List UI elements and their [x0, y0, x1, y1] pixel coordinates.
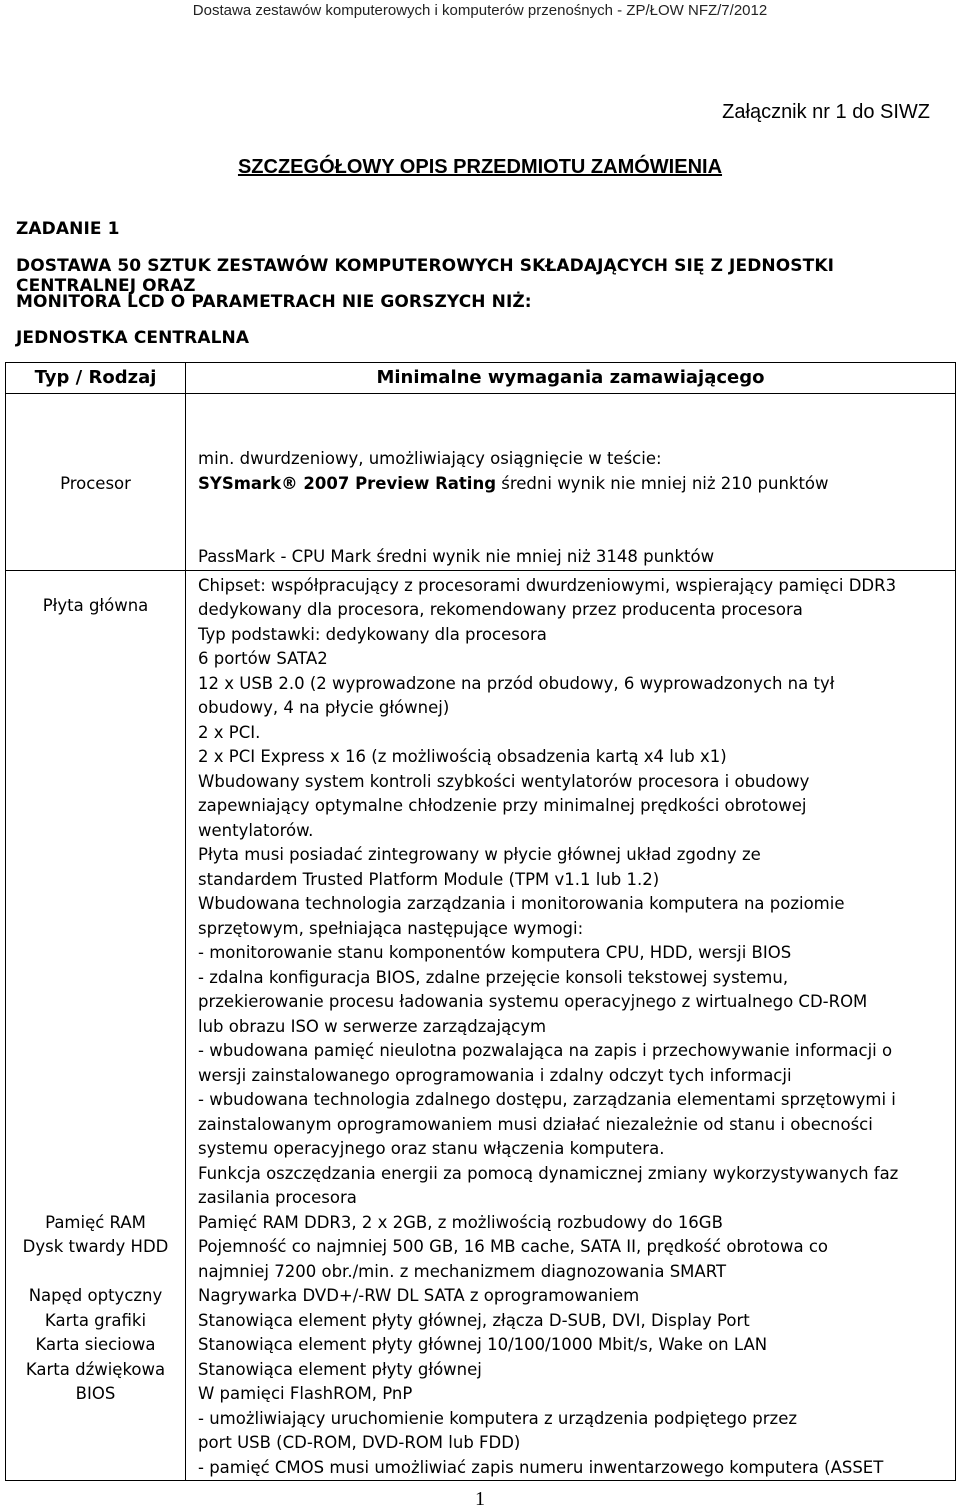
plyta-line: Chipset: współpracujący z procesorami dwurdzeniowymi, wspierający pamięci DDR3 — [198, 575, 897, 595]
plyta-line: wersji zainstalowanego oprogramowania i zdalny odczyt tych informacji — [198, 1065, 792, 1085]
network-requirement: Stanowiąca element płyty głównej 10/100/1000 Mbit/s, Wake on LAN — [198, 1335, 768, 1354]
row-label-optical: Napęd optyczny — [28, 1286, 163, 1305]
plyta-line: 6 portów SATA2 — [198, 649, 328, 668]
row-label-blank — [6, 1431, 185, 1456]
col-type-header: Typ / Rodzaj — [6, 363, 186, 394]
row-label-gpu: Karta grafiki — [44, 1310, 147, 1330]
row-label-procesor: Procesor — [60, 474, 131, 493]
plyta-line: Funkcja oszczędzania energii za pomocą dynamicznej zmiany wykorzystywanych faz — [198, 1163, 899, 1183]
row-label-network: Karta sieciowa — [35, 1335, 156, 1354]
plyta-line: zapewniający optymalne chłodzenie przy minimalnej prędkości obrotowej — [198, 796, 807, 815]
bios-requirement-cont: - pamięć CMOS musi umożliwiać zapis numeru inwentarzowego komputera (ASSET — [198, 1457, 884, 1477]
annex-label: Załącznik nr 1 do SIWZ — [722, 101, 930, 123]
plyta-line: lub obrazu ISO w serwerze zarządzającym — [198, 1016, 547, 1036]
plyta-line: zainstalowanym oprogramowaniem musi działać niezależnie od stanu i obecności — [198, 1114, 873, 1134]
sound-requirement: Stanowiąca element płyty głównej — [198, 1359, 482, 1379]
plyta-line: - wbudowana pamięć nieulotna pozwalająca na zapis i przechowywanie informacji o — [198, 1041, 893, 1060]
plyta-line: 12 x USB 2.0 (2 wyprowadzone na przód obudowy, 6 wyprowadzonych na tył — [198, 673, 835, 693]
sysmark-requirement: średni wynik nie mniej niż 210 punktów — [496, 473, 829, 493]
row-label-bios: BIOS — [75, 1384, 116, 1403]
plyta-requirements — [186, 570, 956, 1211]
plyta-line: dedykowany dla procesora, rekomendowany przez producenta procesora — [198, 600, 803, 619]
procesor-line-1: min. dwurdzeniowy, umożliwiający osiągnięcie w teście: — [198, 449, 662, 468]
intro-line-1: DOSTAWA 50 SZTUK ZESTAWÓW KOMPUTEROWYCH SKŁADAJĄCYCH SIĘ Z JEDNOSTKI CENTRALNEJ ORAZ — [16, 256, 835, 296]
plyta-line: 2 x PCI Express x 16 (z możliwością obsadzenia kartą x4 lub x1) — [198, 747, 727, 766]
plyta-line: Wbudowany system kontroli szybkości wentylatorów procesora i obudowy — [198, 771, 810, 791]
hdd-requirement: Pojemność co najmniej 500 GB, 16 MB cache, SATA II, prędkość obrotowa co — [198, 1237, 828, 1256]
procesor-line-3: PassMark - CPU Mark średni wynik nie mniej niż 3148 punktów — [198, 547, 715, 566]
plyta-line: Płyta musi posiadać zintegrowany w płycie głównej układ zgodny ze — [198, 845, 761, 864]
optical-requirement: Nagrywarka DVD+/-RW DL SATA z oprogramowaniem — [198, 1286, 640, 1305]
plyta-line: obudowy, 4 na płycie głównej) — [198, 698, 450, 717]
plyta-line: sprzętowym, spełniająca następujące wymogi: — [198, 918, 584, 938]
plyta-line: - monitorowanie stanu komponentów komputera CPU, HDD, wersji BIOS — [198, 943, 792, 962]
procesor-line-2 — [198, 472, 949, 497]
bios-requirement: W pamięci FlashROM, PnP — [198, 1384, 413, 1403]
bios-requirement-cont: port USB (CD-ROM, DVD-ROM lub FDD) — [198, 1433, 521, 1452]
row-label-hdd: Dysk twardy HDD — [22, 1237, 169, 1256]
plyta-line: wentylatorów. — [198, 820, 314, 840]
plyta-line: 2 x PCI. — [198, 722, 261, 742]
table-row-plyta — [6, 570, 956, 1211]
row-label-ram: Pamięć RAM — [45, 1212, 146, 1232]
plyta-line: standardem Trusted Platform Module (TPM v1.1 lub 1.2) — [198, 869, 660, 889]
row-label-blank — [6, 1260, 185, 1285]
plyta-line: systemu operacyjnego oraz stanu włączenia komputera. — [198, 1139, 665, 1158]
task-heading: ZADANIE 1 — [16, 219, 120, 239]
plyta-line: Wbudowana technologia zarządzania i monitorowania komputera na poziomie — [198, 894, 845, 913]
plyta-line: zasilania procesora — [198, 1188, 357, 1207]
running-header: Dostawa zestawów komputerowych i komputerów przenośnych - ZP/ŁOW NFZ/7/2012 — [192, 2, 768, 19]
bios-requirement-cont: - umożliwiający uruchomienie komputera z urządzenia podpiętego przez — [198, 1408, 798, 1428]
row-label-blank — [6, 1407, 185, 1432]
row-label-sound: Karta dźwiękowa — [25, 1359, 166, 1379]
plyta-line: - zdalna konfiguracja BIOS, zdalne przejęcie konsoli tekstowej systemu, — [198, 967, 789, 987]
component-requirements — [186, 1211, 956, 1481]
row-label-plyta: Płyta główna — [42, 595, 149, 615]
hdd-requirement-cont: najmniej 7200 obr./min. z mechanizmem diagnozowania SMART — [198, 1261, 727, 1281]
table-header-row — [6, 363, 956, 394]
row-label-blank — [6, 1456, 185, 1481]
table-row-components — [6, 1211, 956, 1481]
plyta-line: - wbudowana technologia zdalnego dostępu, zarządzania elementami sprzętowymi i — [198, 1090, 896, 1109]
gpu-requirement: Stanowiąca element płyty głównej, złącza D-SUB, DVI, Display Port — [198, 1310, 750, 1330]
intro-line-2: MONITORA LCD O PARAMETRACH NIE GORSZYCH NIŻ: — [16, 292, 532, 312]
sysmark-label: SYSmark® 2007 Preview Rating — [198, 473, 497, 493]
spec-table — [5, 362, 956, 1481]
component-labels — [6, 1211, 186, 1481]
page-number: 1 — [475, 1488, 485, 1510]
table-row-procesor — [6, 394, 956, 571]
plyta-line: przekierowanie procesu ładowania systemu operacyjnego z wirtualnego CD-ROM — [198, 992, 868, 1011]
document-title: SZCZEGÓŁOWY OPIS PRZEDMIOTU ZAMÓWIENIA — [237, 156, 723, 178]
ram-requirement: Pamięć RAM DDR3, 2 x 2GB, z możliwością rozbudowy do 16GB — [198, 1212, 723, 1232]
col-req-header: Minimalne wymagania zamawiającego — [186, 363, 956, 394]
section-heading: JEDNOSTKA CENTRALNA — [16, 328, 250, 348]
plyta-line: Typ podstawki: dedykowany dla procesora — [198, 624, 547, 644]
